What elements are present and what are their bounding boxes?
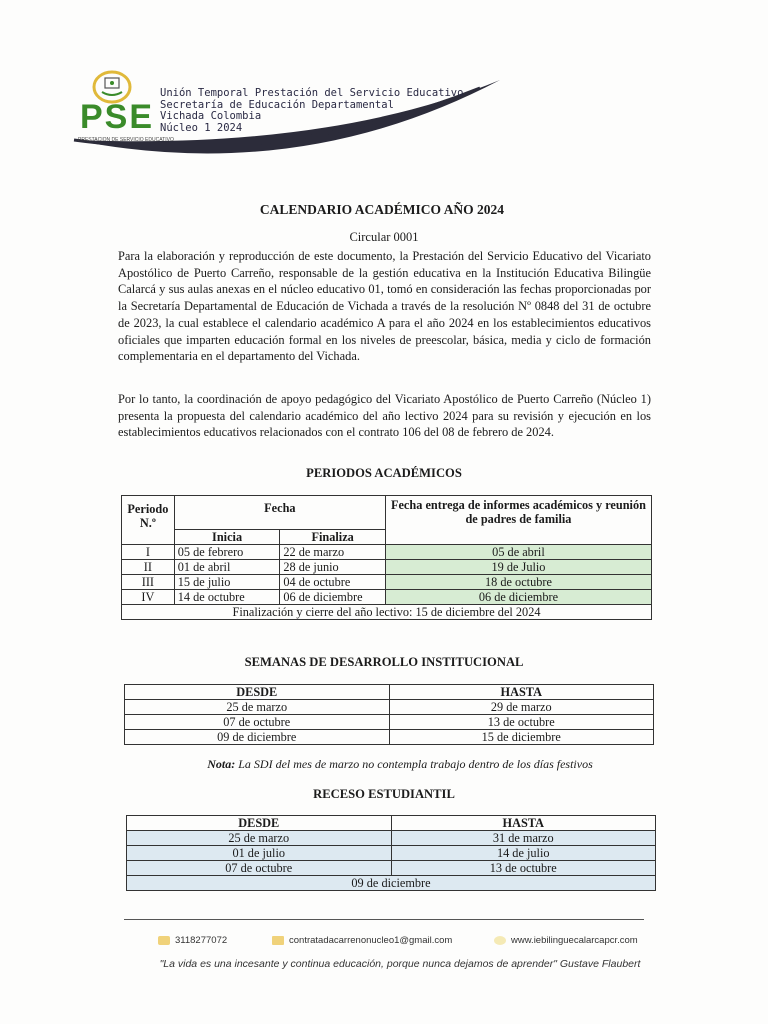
sdi-table bbox=[124, 684, 654, 745]
cell-desde: 01 de julio bbox=[127, 846, 392, 861]
cell-entrega: 19 de Julio bbox=[385, 560, 651, 575]
footer-phone bbox=[158, 935, 227, 946]
section-title-periodos: PERIODOS ACADÉMICOS bbox=[306, 466, 462, 480]
cell-finaliza: 28 de junio bbox=[280, 560, 386, 575]
cell-entrega: 18 de octubre bbox=[385, 575, 651, 590]
cell-desde: 09 de diciembre bbox=[125, 730, 390, 745]
logo-tagline: PRESTACION DE SERVICIO EDUCATIVO bbox=[78, 137, 174, 143]
table-row bbox=[122, 605, 652, 620]
phone-text: 3118277072 bbox=[175, 935, 228, 946]
cell-hasta: 13 de octubre bbox=[391, 861, 656, 876]
table-row bbox=[122, 575, 652, 590]
header-inicia: Inicia bbox=[174, 530, 280, 545]
note-label: Nota: bbox=[207, 757, 236, 771]
logo-text: PSE bbox=[80, 98, 155, 136]
email-icon bbox=[272, 936, 284, 945]
footer-web[interactable] bbox=[494, 935, 638, 946]
cell-last: 09 de diciembre bbox=[127, 876, 656, 891]
cell-hasta: 31 de marzo bbox=[391, 831, 656, 846]
table-row bbox=[125, 700, 654, 715]
cell-entrega: 06 de diciembre bbox=[385, 590, 651, 605]
web-text[interactable]: www.iebilinguecalarcapcr.com bbox=[511, 935, 638, 946]
org-line: Unión Temporal Prestación del Servicio Educativo bbox=[160, 87, 464, 99]
cell-periodo: I bbox=[122, 545, 175, 560]
phone-icon bbox=[158, 936, 170, 945]
periodos-table bbox=[121, 495, 652, 620]
cell-finaliza: 04 de octubre bbox=[280, 575, 386, 590]
cell-finaliza: 06 de diciembre bbox=[280, 590, 386, 605]
table-row bbox=[127, 876, 656, 891]
cell-hasta: 13 de octubre bbox=[389, 715, 654, 730]
cell-periodo: II bbox=[122, 560, 175, 575]
table-row bbox=[127, 861, 656, 876]
header-desde: DESDE bbox=[127, 816, 392, 831]
header-fecha: Fecha bbox=[174, 496, 385, 530]
header-desde: DESDE bbox=[125, 685, 390, 700]
paragraph: Para la elaboración y reproducción de este documento, la Prestación del Servicio Educativo del Vicariato Apostólico de Puerto Carreño, responsable de la gestión educativa en la Institución Educativa Bilingüe Calarcá y sus aulas anexas en el núcleo educativo 01, tomó en consideración las fechas proporcionadas por la Secretaría Departamental de Educación de Vichada a través de la resolución Nº 0848 del 31 de octubre de 2023, la cual establece el calendario académico A para el año 2024 en los establecimientos educativos oficiales que imparten educación formal en los niveles de preescolar, básica, media y ciclo de formación complementaria en el departamento del Vichada. bbox=[118, 249, 651, 364]
table-row bbox=[127, 831, 656, 846]
org-line: Vichada Colombia bbox=[160, 110, 262, 122]
cell-desde: 25 de marzo bbox=[127, 831, 392, 846]
cell-hasta: 15 de diciembre bbox=[389, 730, 654, 745]
cell-periodo: III bbox=[122, 575, 175, 590]
section-title-sdi: SEMANAS DE DESARROLLO INSTITUCIONAL bbox=[244, 655, 524, 669]
table-row bbox=[122, 560, 652, 575]
table-row bbox=[125, 730, 654, 745]
cell-desde: 07 de octubre bbox=[125, 715, 390, 730]
paragraph: Por lo tanto, la coordinación de apoyo pedagógico del Vicariato Apostólico de Puerto Carreño (Núcleo 1) presenta la propuesta del calendario académico del año lectivo 2024 para su revisión y ejecución en los establecimientos educativos relacionados con el contrato 106 del 08 de febrero de 2024. bbox=[118, 392, 651, 440]
header-hasta: HASTA bbox=[389, 685, 654, 700]
cell-desde: 07 de octubre bbox=[127, 861, 392, 876]
web-icon bbox=[494, 936, 506, 945]
cell-cierre: Finalización y cierre del año lectivo: 15 de diciembre del 2024 bbox=[122, 605, 652, 620]
footer-quote: "La vida es una incesante y continua educación, porque nunca dejamos de aprender" Gustave Flaubert bbox=[159, 958, 641, 970]
receso-table bbox=[126, 815, 656, 891]
section-title-receso: RECESO ESTUDIANTIL bbox=[313, 787, 455, 801]
circular-number: Circular 0001 bbox=[349, 230, 419, 244]
header-finaliza: Finaliza bbox=[280, 530, 386, 545]
table-row bbox=[127, 846, 656, 861]
table-row bbox=[122, 590, 652, 605]
header-hasta: HASTA bbox=[391, 816, 656, 831]
note-text: La SDI del mes de marzo no contempla trabajo dentro de los días festivos bbox=[235, 757, 593, 771]
email-text[interactable]: contratadacarrenonucleo1@gmail.com bbox=[289, 935, 453, 946]
sdi-note bbox=[120, 757, 680, 772]
org-line: Núcleo 1 2024 bbox=[160, 121, 243, 134]
cell-desde: 25 de marzo bbox=[125, 700, 390, 715]
cell-finaliza: 22 de marzo bbox=[280, 545, 386, 560]
organization-lines bbox=[160, 88, 463, 134]
org-line: Secretaría de Educación Departamental bbox=[160, 98, 394, 111]
cell-periodo: IV bbox=[122, 590, 175, 605]
document-title: CALENDARIO ACADÉMICO AÑO 2024 bbox=[259, 202, 505, 217]
cell-inicia: 01 de abril bbox=[174, 560, 280, 575]
header-entrega: Fecha entrega de informes académicos y reunión de padres de familia bbox=[385, 496, 651, 545]
table-row bbox=[122, 545, 652, 560]
cell-hasta: 14 de julio bbox=[391, 846, 656, 861]
cell-inicia: 14 de octubre bbox=[174, 590, 280, 605]
cell-entrega: 05 de abril bbox=[385, 545, 651, 560]
footer-email[interactable] bbox=[272, 935, 452, 946]
footer-divider bbox=[124, 919, 644, 920]
cell-inicia: 15 de julio bbox=[174, 575, 280, 590]
cell-inicia: 05 de febrero bbox=[174, 545, 280, 560]
table-row bbox=[125, 715, 654, 730]
cell-hasta: 29 de marzo bbox=[389, 700, 654, 715]
header-periodo: Periodo N.º bbox=[122, 496, 175, 545]
